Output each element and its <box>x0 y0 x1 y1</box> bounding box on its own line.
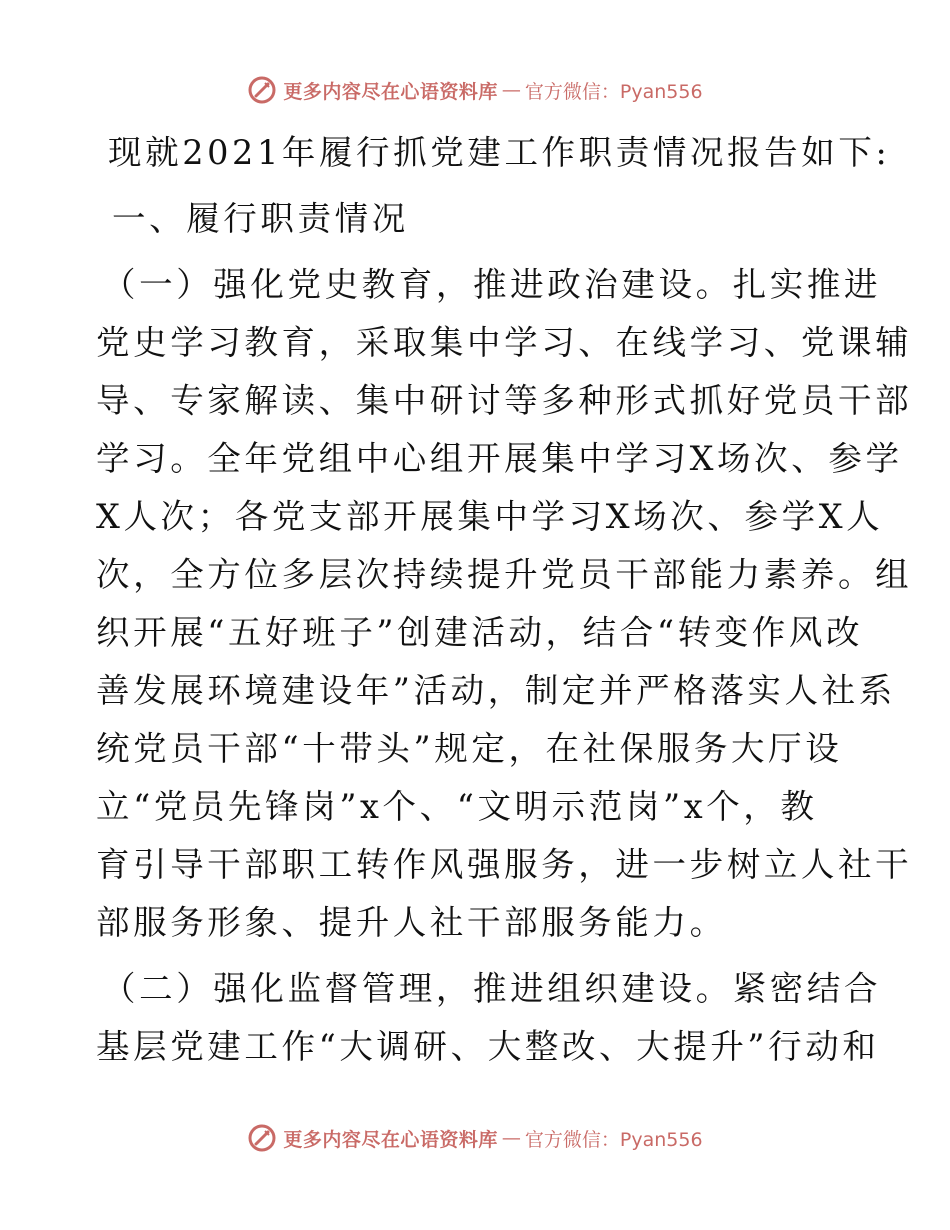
pen-logo-icon <box>247 75 277 105</box>
paragraph-line: （二）强化监督管理，推进组织建设。紧密结合 <box>102 969 882 1008</box>
watermark-text: 更多内容尽在心语资料库 <box>283 1128 498 1151</box>
paragraph-line: 部服务形象、提升人社干部服务能力。 <box>96 903 727 942</box>
pen-logo-icon <box>247 1123 277 1153</box>
paragraph-line: 次，全方位多层次持续提升党员干部能力素养。组 <box>96 555 913 594</box>
paragraph-line: X人次；各党支部开展集中学习X场次、参学X人 <box>96 497 884 536</box>
watermark-separator: — <box>501 79 521 101</box>
watermark-contact: 官方微信：Pyan556 <box>524 1128 703 1151</box>
watermark-banner-bottom <box>0 1118 950 1158</box>
watermark-banner-top <box>0 70 950 110</box>
section-heading: 一、履行职责情况 <box>112 199 409 238</box>
watermark-separator: — <box>501 1127 521 1149</box>
paragraph-line: 学习。全年党组中心组开展集中学习X场次、参学 <box>96 439 903 478</box>
watermark-contact: 官方微信：Pyan556 <box>524 80 703 103</box>
report-intro-line: 现就2021年履行抓党建工作职责情况报告如下: <box>108 133 891 172</box>
paragraph-line: （一）强化党史教育，推进政治建设。扎实推进 <box>102 265 882 304</box>
paragraph-line: 善发展环境建设年”活动，制定并严格落实人社系 <box>96 671 896 710</box>
paragraph-line: 导、专家解读、集中研讨等多种形式抓好党员干部 <box>96 381 913 420</box>
document-body <box>96 124 913 1076</box>
paragraph-line: 织开展“五好班子”创建活动，结合“转变作风改 <box>96 613 864 652</box>
paragraph-line: 立“党员先锋岗”x个、“文明示范岗”x个，教 <box>96 787 818 826</box>
paragraph-line: 统党员干部“十带头”规定，在社保服务大厅设 <box>96 729 843 768</box>
watermark-text: 更多内容尽在心语资料库 <box>283 80 498 103</box>
paragraph-line: 育引导干部职工转作风强服务，进一步树立人社干 <box>96 845 913 884</box>
paragraph-line: 党史学习教育，采取集中学习、在线学习、党课辅 <box>96 323 913 362</box>
paragraph-line: 基层党建工作“大调研、大整改、大提升”行动和 <box>96 1027 880 1066</box>
